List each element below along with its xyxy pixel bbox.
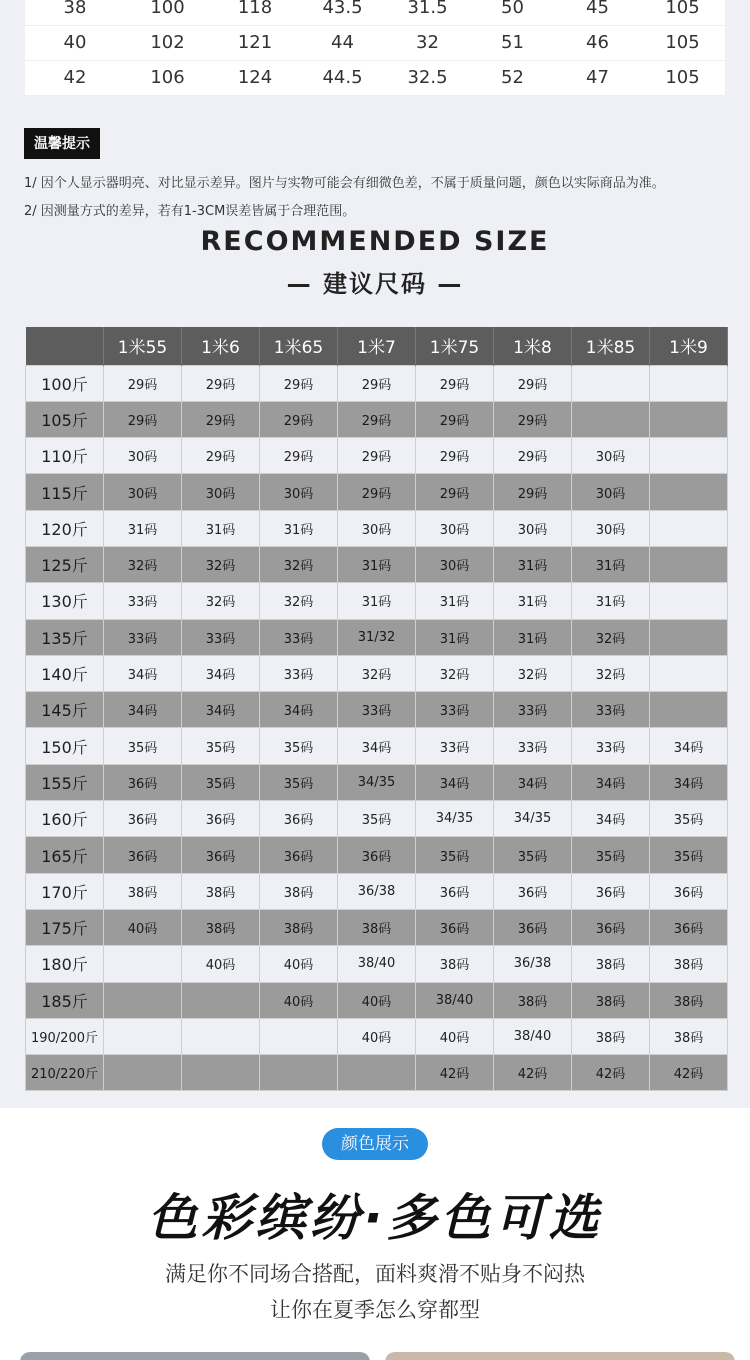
weight-cell: 170斤 [26, 873, 104, 909]
table-cell: 50 [470, 0, 555, 25]
weight-cell: 150斤 [26, 728, 104, 764]
table-row [25, 25, 725, 60]
size-cell: 32码 [338, 655, 416, 691]
size-cell: 31码 [416, 583, 494, 619]
table-cell: 52 [470, 60, 555, 95]
weight-cell: 160斤 [26, 801, 104, 837]
size-cell: 42码 [494, 1055, 572, 1091]
size-cell: 31码 [494, 583, 572, 619]
size-cell: 35码 [104, 728, 182, 764]
size-cell: 40码 [338, 982, 416, 1018]
size-cell: 34/35 [416, 801, 494, 837]
size-cell: 33码 [182, 619, 260, 655]
table-cell: 100 [125, 0, 210, 25]
size-cell: 31码 [572, 583, 650, 619]
size-cell: 32码 [260, 546, 338, 582]
size-cell: 29码 [182, 365, 260, 401]
table-row [26, 546, 728, 582]
size-cell: 29码 [494, 365, 572, 401]
size-cell: 36码 [260, 837, 338, 873]
size-cell: 33码 [260, 619, 338, 655]
table-cell: 44.5 [300, 60, 385, 95]
size-cell: 29码 [494, 438, 572, 474]
size-cell: 34码 [182, 692, 260, 728]
table-cell: 38 [25, 0, 125, 25]
color-showcase-section [0, 1108, 750, 1360]
size-cell: 29码 [260, 365, 338, 401]
size-cell: 29码 [416, 365, 494, 401]
height-header-cell: 1米75 [416, 327, 494, 365]
table-cell: 43.5 [300, 0, 385, 25]
size-cell: 35码 [650, 801, 728, 837]
table-cell: 32.5 [385, 60, 470, 95]
size-cell [650, 438, 728, 474]
size-cell: 32码 [260, 583, 338, 619]
size-cell: 30码 [104, 474, 182, 510]
table-cell: 40 [25, 25, 125, 60]
size-cell: 31码 [572, 546, 650, 582]
weight-cell: 185斤 [26, 982, 104, 1018]
size-cell: 29码 [104, 365, 182, 401]
size-cell: 30码 [572, 474, 650, 510]
table-cell: 121 [210, 25, 300, 60]
size-cell: 36码 [260, 801, 338, 837]
size-cell: 34码 [104, 655, 182, 691]
size-cell [650, 583, 728, 619]
size-cell: 31码 [416, 619, 494, 655]
size-cell: 36码 [650, 873, 728, 909]
size-cell: 29码 [182, 401, 260, 437]
size-cell: 36码 [104, 837, 182, 873]
weight-cell: 145斤 [26, 692, 104, 728]
size-cell: 38码 [416, 946, 494, 982]
table-cell: 31.5 [385, 0, 470, 25]
size-cell: 30码 [572, 510, 650, 546]
size-cell: 29码 [260, 438, 338, 474]
size-cell: 38码 [650, 982, 728, 1018]
size-cell: 35码 [182, 728, 260, 764]
size-cell: 32码 [416, 655, 494, 691]
recommended-size-table [25, 327, 728, 1091]
size-cell: 30码 [338, 510, 416, 546]
table-row [26, 801, 728, 837]
size-cell: 36码 [104, 764, 182, 800]
size-cell: 32码 [104, 546, 182, 582]
size-cell: 38/40 [416, 982, 494, 1018]
height-header-cell: 1米85 [572, 327, 650, 365]
table-row [26, 982, 728, 1018]
size-cell: 29码 [260, 401, 338, 437]
table-cell: 124 [210, 60, 300, 95]
weight-cell: 110斤 [26, 438, 104, 474]
size-cell: 38码 [650, 946, 728, 982]
size-cell [104, 1055, 182, 1091]
table-cell: 102 [125, 25, 210, 60]
size-cell: 38码 [572, 982, 650, 1018]
weight-cell: 100斤 [26, 365, 104, 401]
table-cell: 44 [300, 25, 385, 60]
weight-cell: 165斤 [26, 837, 104, 873]
size-cell: 33码 [260, 655, 338, 691]
table-row [26, 1018, 728, 1054]
size-cell: 38码 [572, 1018, 650, 1054]
size-cell: 34码 [572, 801, 650, 837]
table-row [26, 401, 728, 437]
weight-cell: 115斤 [26, 474, 104, 510]
size-cell: 38码 [338, 909, 416, 945]
size-cell [650, 692, 728, 728]
color-description-1: 满足你不同场合搭配，面料爽滑不贴身不闷热 [165, 1262, 585, 1286]
height-header-cell: 1米55 [104, 327, 182, 365]
table-row [26, 946, 728, 982]
size-cell: 30码 [104, 438, 182, 474]
table-row [26, 873, 728, 909]
table-cell: 51 [470, 25, 555, 60]
size-cell: 29码 [104, 401, 182, 437]
size-cell [338, 1055, 416, 1091]
size-cell: 36/38 [494, 946, 572, 982]
size-cell: 40码 [338, 1018, 416, 1054]
size-cell: 42码 [650, 1055, 728, 1091]
weight-cell: 175斤 [26, 909, 104, 945]
size-cell [260, 1055, 338, 1091]
size-cell: 33码 [104, 583, 182, 619]
height-header-cell: 1米8 [494, 327, 572, 365]
tip-line-1: 1/ 因个人显示器明亮、对比显示差异。图片与实物可能会有细微色差，不属于质量问题，颜色以实际商品为准。 [24, 176, 665, 191]
table-header-row [26, 327, 728, 365]
size-cell: 38/40 [338, 946, 416, 982]
size-cell: 40码 [104, 909, 182, 945]
size-cell [572, 401, 650, 437]
size-cell: 42码 [416, 1055, 494, 1091]
size-cell: 32码 [572, 619, 650, 655]
size-cell: 40码 [416, 1018, 494, 1054]
weight-cell: 180斤 [26, 946, 104, 982]
size-cell [650, 401, 728, 437]
size-cell: 34码 [182, 655, 260, 691]
size-cell: 29码 [416, 474, 494, 510]
size-cell [650, 365, 728, 401]
size-cell: 34码 [260, 692, 338, 728]
size-cell: 36码 [494, 873, 572, 909]
height-header-cell: 1米6 [182, 327, 260, 365]
size-cell: 42码 [572, 1055, 650, 1091]
table-row [26, 764, 728, 800]
color-display-badge: 颜色展示 [322, 1128, 428, 1160]
size-cell [650, 546, 728, 582]
recommended-size-title: RECOMMENDED SIZE [200, 226, 550, 257]
size-cell: 35码 [494, 837, 572, 873]
size-cell: 32码 [572, 655, 650, 691]
size-cell: 30码 [494, 510, 572, 546]
size-cell: 36码 [182, 801, 260, 837]
size-cell: 36码 [572, 873, 650, 909]
size-cell: 32码 [494, 655, 572, 691]
size-cell: 36码 [182, 837, 260, 873]
size-cell: 34码 [650, 764, 728, 800]
size-cell: 34码 [650, 728, 728, 764]
size-cell: 33码 [494, 692, 572, 728]
weight-cell: 155斤 [26, 764, 104, 800]
height-header-cell: 1米65 [260, 327, 338, 365]
size-cell: 31码 [338, 583, 416, 619]
size-cell: 35码 [260, 728, 338, 764]
size-cell: 30码 [416, 510, 494, 546]
size-cell: 36码 [104, 801, 182, 837]
table-cell: 106 [125, 60, 210, 95]
size-cell: 34/35 [338, 764, 416, 800]
table-row [26, 365, 728, 401]
size-cell: 33码 [416, 692, 494, 728]
size-cell: 29码 [416, 438, 494, 474]
size-cell: 38码 [260, 873, 338, 909]
size-cell [260, 1018, 338, 1054]
size-cell: 38码 [104, 873, 182, 909]
size-cell: 31码 [494, 546, 572, 582]
size-cell: 40码 [182, 946, 260, 982]
size-cell: 38/40 [494, 1018, 572, 1054]
size-cell: 34码 [572, 764, 650, 800]
table-cell: 118 [210, 0, 300, 25]
weight-cell: 135斤 [26, 619, 104, 655]
size-cell: 35码 [572, 837, 650, 873]
size-measurement-table [25, 0, 725, 96]
color-description-2: 让你在夏季怎么穿都型 [270, 1298, 480, 1322]
table-row [26, 438, 728, 474]
size-cell: 35码 [416, 837, 494, 873]
product-photo-right [385, 1352, 735, 1360]
size-cell: 33码 [338, 692, 416, 728]
size-cell: 34码 [494, 764, 572, 800]
size-cell: 31码 [260, 510, 338, 546]
weight-cell: 190/200斤 [26, 1018, 104, 1054]
weight-cell: 140斤 [26, 655, 104, 691]
size-cell: 35码 [260, 764, 338, 800]
table-row [26, 619, 728, 655]
table-cell: 45 [555, 0, 640, 25]
table-row [26, 909, 728, 945]
table-cell: 32 [385, 25, 470, 60]
size-cell [104, 946, 182, 982]
weight-cell: 125斤 [26, 546, 104, 582]
weight-cell: 105斤 [26, 401, 104, 437]
size-cell [104, 982, 182, 1018]
size-cell: 34码 [338, 728, 416, 764]
table-cell: 47 [555, 60, 640, 95]
size-cell: 29码 [494, 474, 572, 510]
size-cell: 33码 [572, 692, 650, 728]
table-cell: 105 [640, 60, 725, 95]
size-cell: 31码 [338, 546, 416, 582]
size-cell: 33码 [494, 728, 572, 764]
table-row [26, 583, 728, 619]
size-cell: 31码 [494, 619, 572, 655]
size-cell: 38码 [650, 1018, 728, 1054]
table-row [26, 728, 728, 764]
size-cell: 36码 [650, 909, 728, 945]
size-cell [182, 1018, 260, 1054]
size-cell: 31码 [182, 510, 260, 546]
recommended-size-subtitle: — 建议尺码 — [286, 270, 464, 298]
table-row [26, 837, 728, 873]
size-cell: 38码 [260, 909, 338, 945]
table-cell: 42 [25, 60, 125, 95]
size-cell [572, 365, 650, 401]
size-cell [650, 655, 728, 691]
size-cell: 32码 [182, 583, 260, 619]
size-cell [182, 1055, 260, 1091]
table-row [25, 60, 725, 95]
size-cell: 35码 [650, 837, 728, 873]
size-cell: 36码 [416, 909, 494, 945]
table-row [25, 0, 725, 25]
size-cell: 30码 [416, 546, 494, 582]
size-cell: 38码 [182, 873, 260, 909]
size-cell: 33码 [416, 728, 494, 764]
table-row [26, 1055, 728, 1091]
table-row [26, 510, 728, 546]
size-cell: 38码 [494, 982, 572, 1018]
size-cell [182, 982, 260, 1018]
size-cell: 38码 [572, 946, 650, 982]
size-cell: 31码 [104, 510, 182, 546]
size-cell: 29码 [494, 401, 572, 437]
size-cell: 29码 [338, 401, 416, 437]
size-cell: 40码 [260, 946, 338, 982]
tips-badge: 温馨提示 [24, 128, 100, 159]
size-cell [650, 619, 728, 655]
size-cell [650, 474, 728, 510]
size-cell [104, 1018, 182, 1054]
size-cell: 30码 [260, 474, 338, 510]
size-cell: 33码 [104, 619, 182, 655]
size-cell: 30码 [572, 438, 650, 474]
size-cell: 29码 [182, 438, 260, 474]
size-cell: 38码 [182, 909, 260, 945]
size-cell: 35码 [182, 764, 260, 800]
size-cell: 36码 [416, 873, 494, 909]
color-heading: 色彩缤纷·多色可选 [147, 1189, 603, 1247]
height-header-cell: 1米9 [650, 327, 728, 365]
table-cell: 46 [555, 25, 640, 60]
table-cell: 105 [640, 25, 725, 60]
size-cell: 34码 [104, 692, 182, 728]
size-cell: 36/38 [338, 873, 416, 909]
table-cell: 105 [640, 0, 725, 25]
size-cell: 36码 [572, 909, 650, 945]
size-cell: 35码 [338, 801, 416, 837]
size-cell: 32码 [182, 546, 260, 582]
size-cell: 34码 [416, 764, 494, 800]
weight-cell: 120斤 [26, 510, 104, 546]
table-row [26, 655, 728, 691]
size-cell: 29码 [338, 474, 416, 510]
size-cell: 29码 [338, 438, 416, 474]
table-row [26, 474, 728, 510]
size-cell: 29码 [416, 401, 494, 437]
size-cell: 29码 [338, 365, 416, 401]
product-photo-left [20, 1352, 370, 1360]
size-cell: 36码 [494, 909, 572, 945]
weight-cell: 210/220斤 [26, 1055, 104, 1091]
tip-line-2: 2/ 因测量方式的差异，若有1-3CM误差皆属于合理范围。 [24, 204, 356, 219]
size-cell: 33码 [572, 728, 650, 764]
size-cell [650, 510, 728, 546]
size-cell: 34/35 [494, 801, 572, 837]
table-row [26, 692, 728, 728]
size-cell: 31/32 [338, 619, 416, 655]
size-cell: 40码 [260, 982, 338, 1018]
size-cell: 36码 [338, 837, 416, 873]
height-header-cell: 1米7 [338, 327, 416, 365]
size-cell: 30码 [182, 474, 260, 510]
weight-cell: 130斤 [26, 583, 104, 619]
header-corner-cell [26, 327, 104, 365]
